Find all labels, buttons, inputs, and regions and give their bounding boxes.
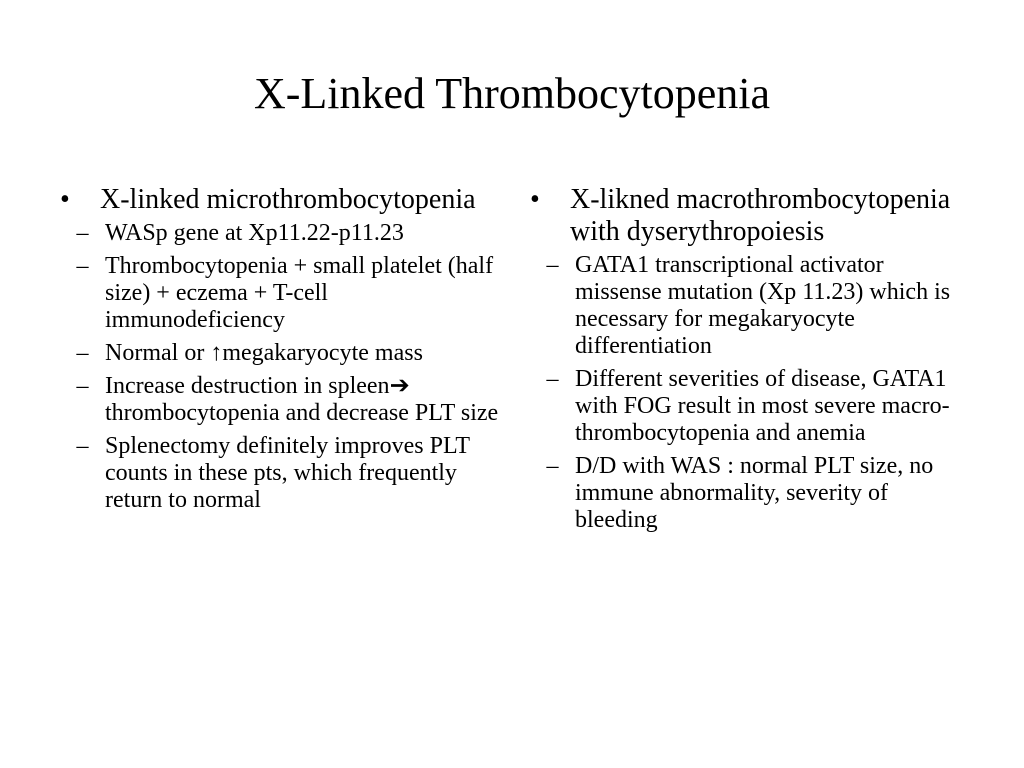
left-main-bullet	[60, 184, 500, 216]
list-item	[530, 252, 970, 360]
list-item-text: WASp gene at Xp11.22-p11.23	[105, 220, 404, 246]
right-heading: X-likned macrothrombocytopenia with dyserythropoiesis	[570, 184, 951, 247]
text-segment: Normal or	[105, 340, 211, 366]
list-item	[60, 220, 500, 247]
dash-marker: –	[76, 220, 89, 246]
bullet-marker: •	[60, 184, 70, 215]
dash-marker: –	[76, 253, 89, 279]
list-item	[530, 453, 970, 534]
list-item	[60, 433, 500, 514]
text-segment: megakaryocyte mass	[222, 340, 423, 366]
up-arrow-icon: ↑	[210, 340, 223, 366]
list-item	[60, 253, 500, 334]
list-item-text: GATA1 transcriptional activator missense mutation (Xp 11.23) which is necessary for megakaryocyte differentiation	[575, 252, 951, 359]
dash-marker: –	[546, 366, 559, 392]
list-item	[530, 366, 970, 447]
dash-marker: –	[76, 433, 89, 459]
text-segment: thrombocytopenia and decrease PLT size	[105, 400, 499, 426]
list-item-text	[105, 340, 500, 367]
list-item	[60, 340, 500, 367]
list-item-text	[105, 373, 500, 427]
right-column	[530, 184, 970, 540]
bullet-marker: •	[530, 184, 540, 215]
list-item	[60, 373, 500, 427]
right-arrow-icon: ➔	[389, 373, 410, 399]
dash-marker: –	[76, 373, 89, 399]
right-main-bullet	[530, 184, 970, 248]
list-item-text: Splenectomy definitely improves PLT counts in these pts, which frequently return to normal	[105, 433, 470, 513]
dash-marker: –	[76, 340, 89, 366]
list-item-text: Different severities of disease, GATA1 with FOG result in most severe macro-thrombocytopenia and anemia	[575, 366, 950, 446]
list-item-text: D/D with WAS : normal PLT size, no immune abnormality, severity of bleeding	[575, 453, 934, 533]
dash-marker: –	[546, 453, 559, 479]
list-item-text: Thrombocytopenia + small platelet (half size) + eczema + T-cell immunodeficiency	[105, 253, 494, 333]
left-column	[60, 184, 500, 520]
dash-marker: –	[546, 252, 559, 278]
text-segment: Increase destruction in spleen	[105, 373, 390, 399]
slide-title: X-Linked Thrombocytopenia	[253, 69, 771, 118]
right-subitems	[530, 252, 970, 534]
left-subitems	[60, 220, 500, 514]
left-heading: X-linked microthrombocytopenia	[100, 184, 476, 215]
